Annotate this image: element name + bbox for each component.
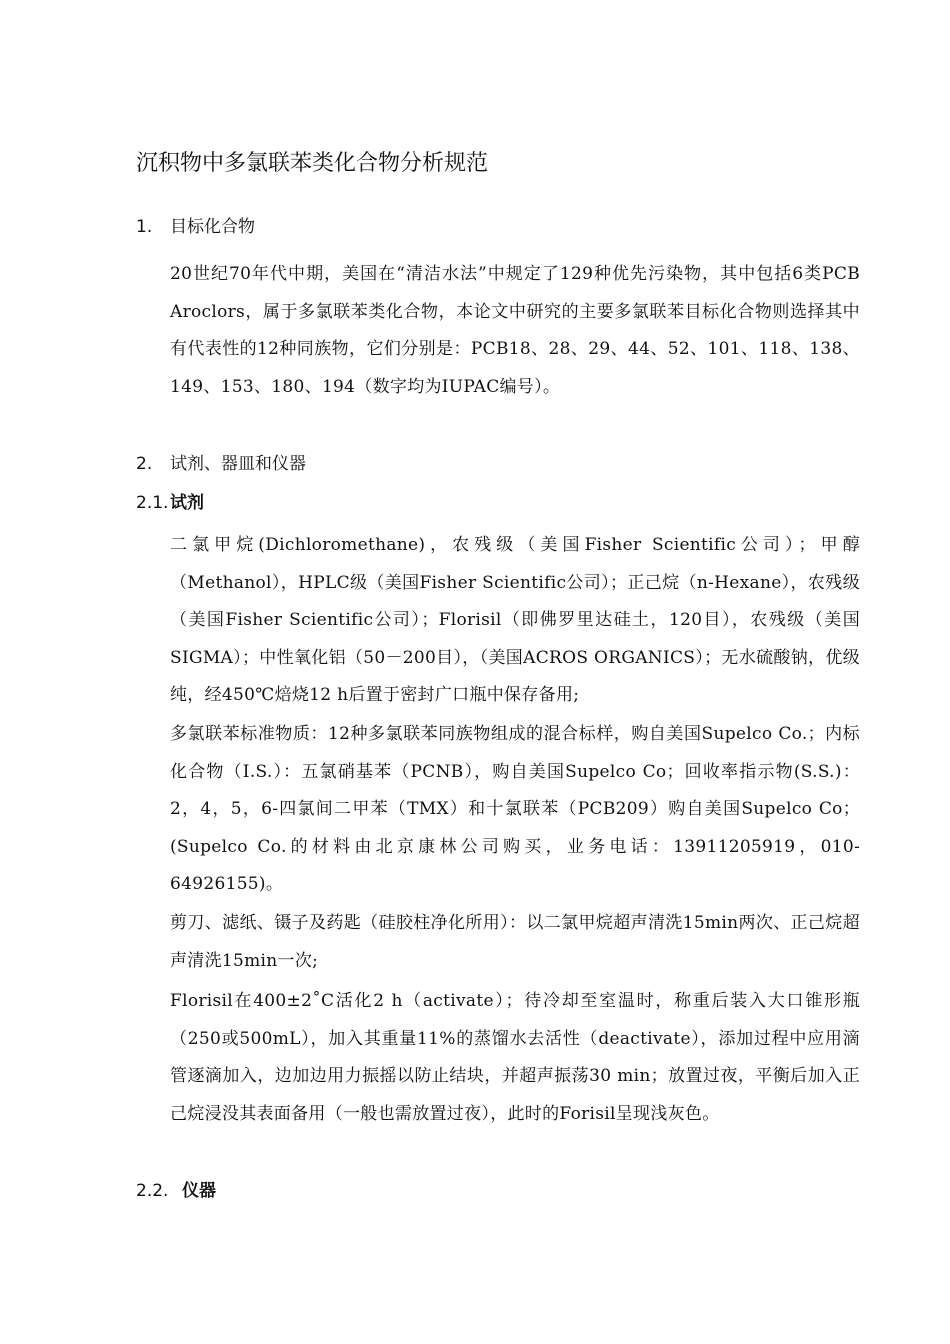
document-title: 沉积物中多氯联苯类化合物分析规范 bbox=[136, 151, 489, 176]
section-title: 仪器 bbox=[182, 1181, 216, 1201]
paragraph: Florisil在400±2˚C活化2 h（activate）；待冷却至室温时，称重后装入大口锥形瓶（250或500mL），加入其重量11%的蒸馏水去活性（deactivate），添加过程中应用滴管逐滴加入，边加边用力振摇以防止结块，并超声振荡30 min；放置过夜，平衡后加入正己烷浸没其表面备用（一般也需放置过夜），此时的Forisil呈现浅灰色。 bbox=[170, 991, 860, 1124]
section-heading-2 bbox=[136, 452, 306, 476]
section-number: 1. bbox=[136, 217, 153, 237]
section-heading-1 bbox=[136, 215, 255, 239]
section-title: 试剂 bbox=[170, 493, 204, 513]
section-number: 2.1. bbox=[136, 493, 169, 513]
section-number: 2. bbox=[136, 454, 153, 474]
paragraph: 20世纪70年代中期，美国在“清洁水法”中规定了129种优先污染物，其中包括6类PCB Aroclors，属于多氯联苯类化合物，本论文中研究的主要多氯联苯目标化合物则选择其中有代表性的12种同族物，它们分别是：PCB18、28、29、44、52、101、118、138、149、153、180、194（数字均为IUPAC编号）。 bbox=[170, 264, 860, 397]
section-title: 目标化合物 bbox=[170, 217, 255, 237]
section-title: 试剂、器皿和仪器 bbox=[170, 454, 306, 474]
paragraph: 二氯甲烷(Dichloromethane)，农残级（美国Fisher Scientific公司）；甲醇（Methanol），HPLC级（美国Fisher Scientific公司）；正己烷（n-Hexane），农残级（美国Fisher Scientific公司）；Florisil（即佛罗里达硅土，120目），农残级（美国SIGMA）；中性氧化铝（50－200目），（美国ACROS ORGANICS）；无水硫酸钠，优级纯，经450℃焙烧12 h后置于密封广口瓶中保存备用; bbox=[170, 535, 860, 705]
subsection-heading-2-1 bbox=[136, 491, 204, 515]
paragraph: 多氯联苯标准物质：12种多氯联苯同族物组成的混合标样，购自美国Supelco Co.；内标化合物（I.S.）：五氯硝基苯（PCNB），购自美国Supelco Co；回收率指示物(S.S.)：2，4，5，6-四氯间二甲苯（TMX）和十氯联苯（PCB209）购自美国Supelco Co；(Supelco Co.的材料由北京康林公司购买，业务电话：13911205919，010-64926155)。 bbox=[170, 724, 860, 894]
subsection-heading-2-2 bbox=[136, 1179, 216, 1203]
section-number: 2.2. bbox=[136, 1181, 169, 1201]
paragraph: 剪刀、滤纸、镊子及药匙（硅胶柱净化所用）：以二氯甲烷超声清洗15min两次、正己烷超声清洗15min一次; bbox=[170, 913, 860, 971]
